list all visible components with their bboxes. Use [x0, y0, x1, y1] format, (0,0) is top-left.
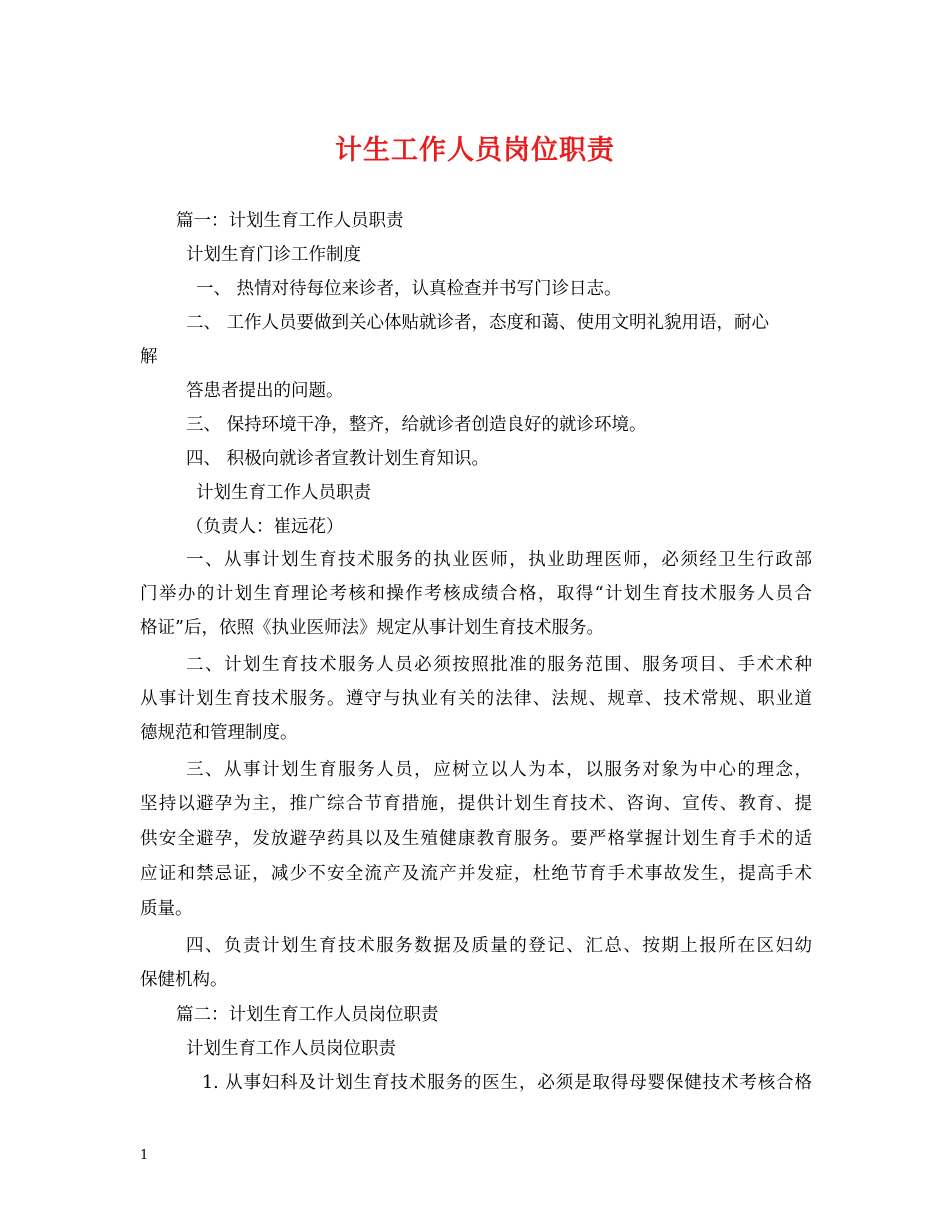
paragraph-line: 供安全避孕，发放避孕药具以及生殖健康教育服务。要严格掌握计划生育手术的适: [140, 829, 812, 849]
paragraph-line: 二、计划生育技术服务人员必须按照批准的服务范围、服务项目、手术术种: [186, 655, 812, 675]
subheading-post-duties: 计划生育工作人员岗位职责: [186, 1039, 396, 1059]
paragraph-line: 二、 工作人员要做到关心体贴就诊者，态度和蔼、使用文明礼貌用语，耐心: [186, 313, 770, 333]
paragraph-line: 四、 积极向就诊者宣教计划生育知识。: [186, 449, 490, 469]
paragraph-line: 质量。: [140, 899, 193, 919]
paragraph-line: 答患者提出的问题。: [186, 381, 344, 401]
paragraph-line: 三、从事计划生育服务人员，应树立以人为本，以服务对象为中心的理念，: [186, 760, 812, 780]
paragraph-line: 一、 热情对待每位来诊者，认真检查并书写门诊日志。: [196, 279, 622, 299]
section-heading-1: 篇一：计划生育工作人员职责: [176, 211, 404, 231]
subheading-clinic-rules: 计划生育门诊工作制度: [186, 245, 361, 265]
paragraph-line: 保健机构。: [140, 970, 228, 990]
responsible-person: （负责人：崔远花）: [186, 517, 344, 537]
paragraph-line: 应证和禁忌证，减少不安全流产及流产并发症，杜绝节育手术事故发生，提高手术: [140, 864, 812, 884]
paragraph-line: 四、负责计划生育技术服务数据及质量的登记、汇总、按期上报所在区妇幼: [186, 936, 812, 956]
document-title: 计生工作人员岗位职责: [335, 135, 615, 166]
paragraph-line: 格证”后，依照《执业医师法》规定从事计划生育技术服务。: [140, 618, 604, 638]
paragraph-line: 1. 从事妇科及计划生育技术服务的医生，必须是取得母婴保健技术考核合格: [202, 1073, 812, 1093]
paragraph-line: 解: [140, 347, 158, 367]
paragraph-line: 德规范和管理制度。: [140, 723, 298, 743]
paragraph-line: 一、从事计划生育技术服务的执业医师，执业助理医师，必须经卫生行政部: [186, 550, 812, 570]
page-number: 1: [140, 1148, 149, 1163]
paragraph-line: 坚持以避孕为主，推广综合节育措施，提供计划生育技术、咨询、宣传、教育、提: [140, 794, 812, 814]
section-heading-2: 篇二：计划生育工作人员岗位职责: [176, 1005, 439, 1025]
subheading-staff-duties: 计划生育工作人员职责: [196, 483, 371, 503]
paragraph-line: 门举办的计划生育理论考核和操作考核成绩合格，取得“计划生育技术服务人员合: [140, 584, 812, 604]
paragraph-line: 从事计划生育技术服务。遵守与执业有关的法律、法规、规章、技术常规、职业道: [140, 689, 812, 709]
paragraph-line: 三、 保持环境干净，整齐，给就诊者创造良好的就诊环境。: [186, 415, 647, 435]
